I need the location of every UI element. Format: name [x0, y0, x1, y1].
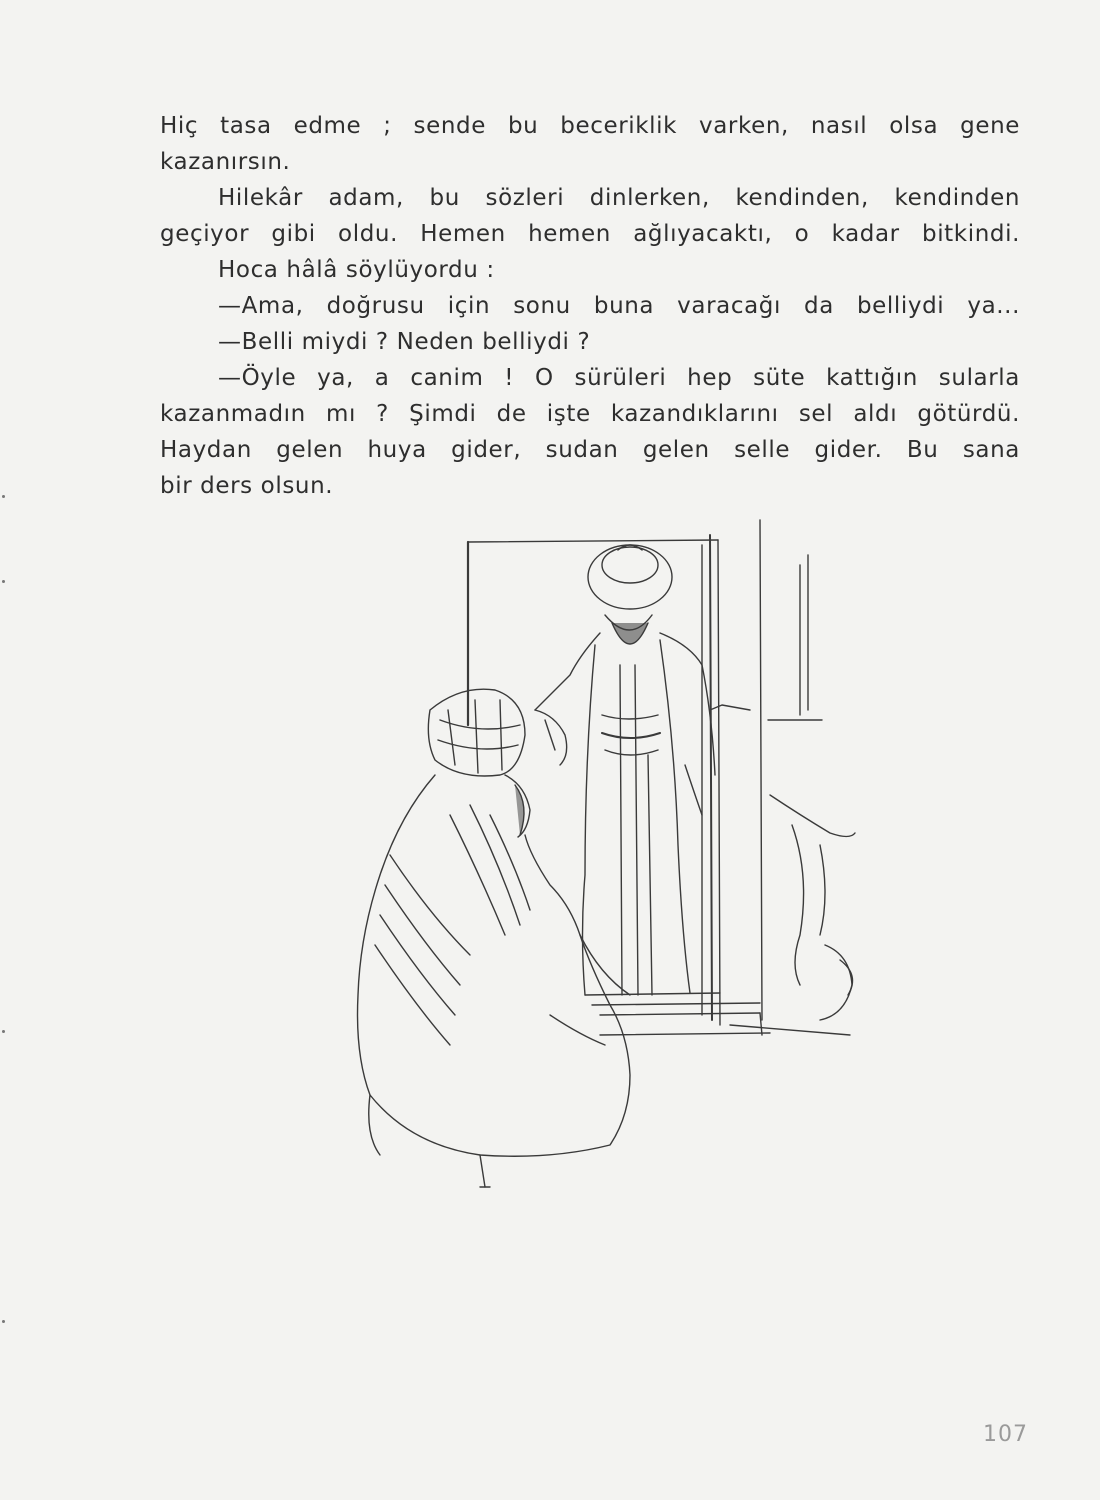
doorway — [468, 520, 822, 1025]
text-line: geçiyor gibi oldu. Hemen hemen ağlıyacaktı, o kadar bitkindi. — [160, 221, 1020, 247]
text-line: Hilekâr adam, bu sözleri dinlerken, kendinden, kendinden — [218, 185, 1020, 211]
text-line: Hoca hâlâ söylüyordu : — [218, 257, 495, 283]
body-text — [160, 108, 1020, 504]
page-number: 107 — [983, 1422, 1028, 1447]
text-line: —Ama, doğrusu için sonu buna varacağı da belliydi ya... — [218, 293, 1020, 319]
edge-mark — [2, 580, 5, 583]
text-line: Hiç tasa edme ; sende bu beceriklik varken, nasıl olsa gene — [160, 113, 1020, 139]
seated-figure — [358, 689, 631, 1187]
text-line: Haydan gelen huya gider, sudan gelen selle gider. Bu sana — [160, 437, 1020, 463]
steps — [585, 993, 850, 1035]
wall-detail — [770, 795, 855, 1020]
text-line: bir ders olsun. — [160, 473, 334, 499]
text-line: kazanmadın mı ? Şimdi de işte kazandıklarını sel aldı götürdü. — [160, 401, 1020, 427]
text-line: —Öyle ya, a canim ! O sürüleri hep süte kattığın sularla — [218, 365, 1020, 391]
text-line: kazanırsın. — [160, 149, 291, 175]
text-line: —Belli miydi ? Neden belliydi ? — [218, 329, 591, 355]
edge-mark — [2, 1030, 5, 1033]
standing-figure — [535, 545, 715, 995]
edge-mark — [2, 495, 5, 498]
edge-mark — [2, 1320, 5, 1323]
illustration-hoca-and-man — [330, 515, 870, 1200]
